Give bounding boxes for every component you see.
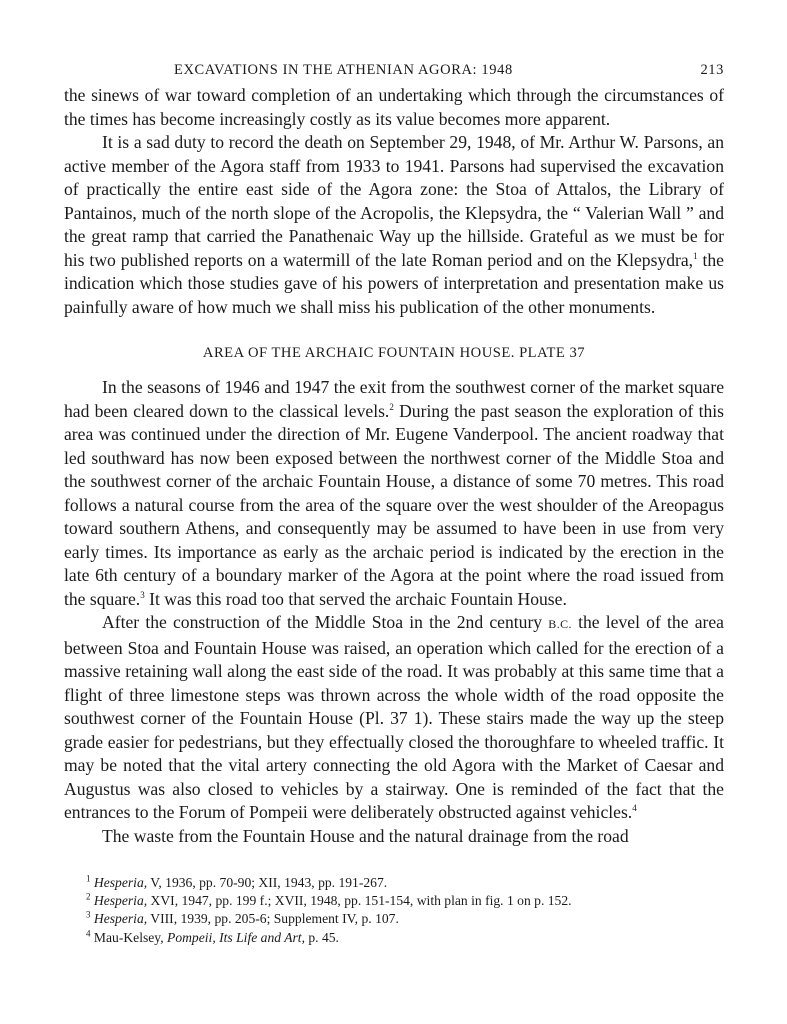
paragraph-3: In the seasons of 1946 and 1947 the exit from the southwest corner of the market square had been cleared down to the classical levels.$^2$ During the past season the exploration of this area was continued under the direction of Mr. Eugene Vanderpool. The ancient roadway that led southward has now been exposed between the northwest corner of the Middle Stoa and the southwest corner of the archaic Fountain House, a distance of some 70 metres. This road follows a natural course from the area of the square over the west shoulder of the Areopagus toward southern Athens, and consequently may be assumed to have been in use from very early times. Its importance as early as the archaic period is indicated by the erection in the late 6th century of a boundary marker of the Agora at the point where the road issued from the square.$^3$ It was this road too that served the archaic Fountain House. [64,377,724,609]
paragraph-1: the sinews of war toward completion of an undertaking which through the circumstances of the times has become increasingly costly as its value becomes more apparent. [64,85,724,129]
footnote-ref-3: 3 [140,589,145,600]
bc-abbrev: B.C. [548,617,572,631]
footnote-ref-4: 4 [632,803,637,814]
footnote-ref-1: 1 [693,250,698,261]
section-heading: AREA OF THE ARCHAIC FOUNTAIN HOUSE. PLATE 37 [202,345,586,361]
paragraph-5: The waste from the Fountain House and the natural drainage from the road [102,825,629,846]
page-number: 213 [700,62,724,78]
body-text [64,84,724,848]
footnote-ref-2: 2 [389,401,394,412]
footnote-4: $^4$ Mau-Kelsey, Pompeii, Its Life and Art, p. 45. [86,928,339,945]
paragraph-4: After the construction of the Middle Stoa in the 2nd century B.C. the level of the area between Stoa and Fountain House was raised, an operation which called for the erection of a massive retaining wall along the east side of the road. It was probably at this same time that a flight of three limestone steps was thrown across the whole width of the road opposite the southwest corner of the Fountain House (Pl. 37 1). These stairs made the way up the steep grade easier for pedestrians, but they effectually closed the thoroughfare to wheeled traffic. It may be noted that the vital artery connecting the old Agora with the Market of Caesar and Augustus was also closed to vehicles by a stairway. One is reminded of the fact that the entrances to the Forum of Pompeii were deliberately obstructed against vehicles.$^4$ [64,612,724,822]
footnotes [64,874,724,947]
footnote-2: $^2$ Hesperia, XVI, 1947, pp. 199 f.; XVII, 1948, pp. 151-154, with plan in fig. 1 on p. 152. [86,891,572,909]
running-title: EXCAVATIONS IN THE ATHENIAN AGORA: 1948 [174,62,513,78]
footnote-3: $^3$ Hesperia, VIII, 1939, pp. 205-6; Supplement IV, p. 107. [86,909,399,927]
footnote-1: $^1$ Hesperia, V, 1936, pp. 70-90; XII, 1943, pp. 191-267. [86,873,388,890]
running-head [64,56,724,84]
paragraph-2: It is a sad duty to record the death on September 29, 1948, of Mr. Arthur W. Parsons, an active member of the Agora staff from 1933 to 1941. Parsons had supervised the excavation of practically the entire east side of the Agora zone: the Stoa of Attalos, the Library of Pantainos, much of the north slope of the Acropolis, the Klepsydra, the “ Valerian Wall ” and the great ramp that carried the Panathenaic Way up the hillside. Grateful as we must be for his two published reports on a watermill of the late Roman period and on the Klepsydra,$^1$ the indication which those studies gave of his powers of interpretation and presentation make us painfully aware of how much we shall miss his publication of the other monuments. [64,132,724,317]
page [64,56,724,947]
